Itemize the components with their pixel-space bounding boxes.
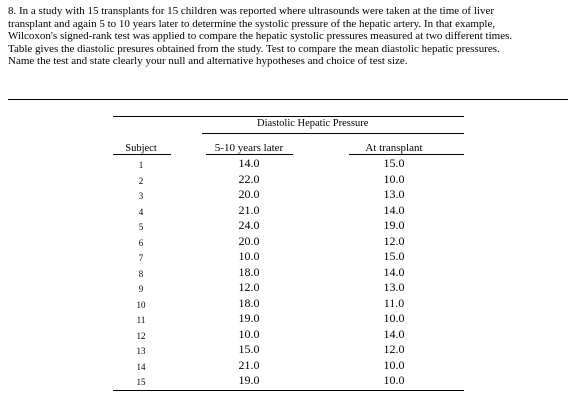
- later-pressure-cell: 18.0: [238, 295, 260, 310]
- subject-cell: 11: [136, 315, 146, 325]
- subject-cell: 10: [136, 299, 146, 310]
- subject-cell: 2: [138, 175, 144, 186]
- subject-cell: 14: [136, 361, 146, 372]
- transplant-pressure-cell: 10.0: [383, 357, 405, 372]
- transplant-pressure-cell: 13.0: [383, 187, 405, 201]
- transplant-pressure-cell: 10.0: [383, 373, 405, 387]
- question-line: Name the test and state clearly your null and alternative hypotheses and choice of test size.: [8, 55, 408, 68]
- column-header-at-transplant: At transplant: [365, 142, 423, 154]
- transplant-pressure-cell: 11.0: [383, 295, 405, 310]
- later-pressure-cell: 10.0: [238, 249, 260, 263]
- table-bottom-rule: [113, 390, 464, 391]
- column-header-5-10-years-later: 5-10 years later: [214, 142, 284, 154]
- transplant-pressure-cell: 19.0: [383, 218, 405, 232]
- transplant-pressure-cell: 14.0: [383, 202, 405, 217]
- question-line: 8. In a study with 15 transplants for 15 children was reported where ultrasounds were taken at the time of liver: [8, 5, 494, 17]
- subject-cell: 3: [138, 191, 144, 201]
- subject-cell: 15: [136, 377, 146, 387]
- transplant-pressure-cell: 13.0: [383, 280, 405, 294]
- later-pressure-cell: 15.0: [238, 342, 260, 356]
- subject-cell: 5: [138, 222, 144, 232]
- later-pressure-cell: 20.0: [238, 233, 260, 248]
- caption-rule: [202, 133, 464, 134]
- transplant-pressure-cell: 15.0: [383, 156, 405, 170]
- header-rule-transplant: [349, 154, 464, 155]
- later-pressure-cell: 22.0: [238, 171, 260, 186]
- later-pressure-cell: 24.0: [238, 218, 260, 232]
- subject-cell: 9: [138, 284, 144, 294]
- transplant-pressure-cell: 12.0: [383, 342, 405, 356]
- question-box-bottom-border: [8, 99, 568, 100]
- table-caption: Diastolic Hepatic Pressure: [257, 118, 369, 129]
- question-line: Wilcoxon's signed-rank test was applied to compare the hepatic systolic pressures measured at two different times.: [8, 30, 513, 43]
- subject-cell: 7: [138, 253, 144, 263]
- later-pressure-cell: 14.0: [238, 156, 260, 170]
- transplant-pressure-cell: 10.0: [383, 171, 405, 186]
- transplant-pressure-cell: 15.0: [383, 249, 405, 263]
- subject-cell: 8: [138, 268, 144, 279]
- header-rule-subject: [113, 154, 171, 155]
- subject-cell: 1: [138, 160, 144, 170]
- subject-cell: 6: [138, 237, 144, 248]
- subject-cell: 12: [136, 330, 146, 341]
- later-pressure-cell: 21.0: [238, 357, 260, 372]
- subject-cell: 13: [136, 346, 146, 356]
- subject-cell: 4: [138, 206, 144, 217]
- later-pressure-cell: 19.0: [238, 311, 260, 325]
- transplant-pressure-cell: 12.0: [383, 233, 405, 248]
- question-line: Table gives the diastolic presures obtained from the study. Test to compare the mean diastolic hepatic pressures.: [8, 42, 500, 55]
- later-pressure-cell: 20.0: [238, 187, 260, 201]
- header-rule-later: [206, 154, 293, 155]
- later-pressure-cell: 19.0: [238, 373, 260, 387]
- question-line: transplant and again 5 to 10 years later to determine the systolic pressure of the hepatic artery. In that example,: [8, 17, 496, 30]
- later-pressure-cell: 10.0: [238, 326, 260, 341]
- column-header-subject: Subject: [125, 143, 157, 154]
- later-pressure-cell: 12.0: [238, 280, 260, 294]
- transplant-pressure-cell: 14.0: [383, 326, 405, 341]
- transplant-pressure-cell: 14.0: [383, 264, 405, 279]
- table-top-rule: [113, 116, 464, 117]
- later-pressure-cell: 21.0: [238, 202, 260, 217]
- later-pressure-cell: 18.0: [238, 264, 260, 279]
- transplant-pressure-cell: 10.0: [383, 311, 405, 325]
